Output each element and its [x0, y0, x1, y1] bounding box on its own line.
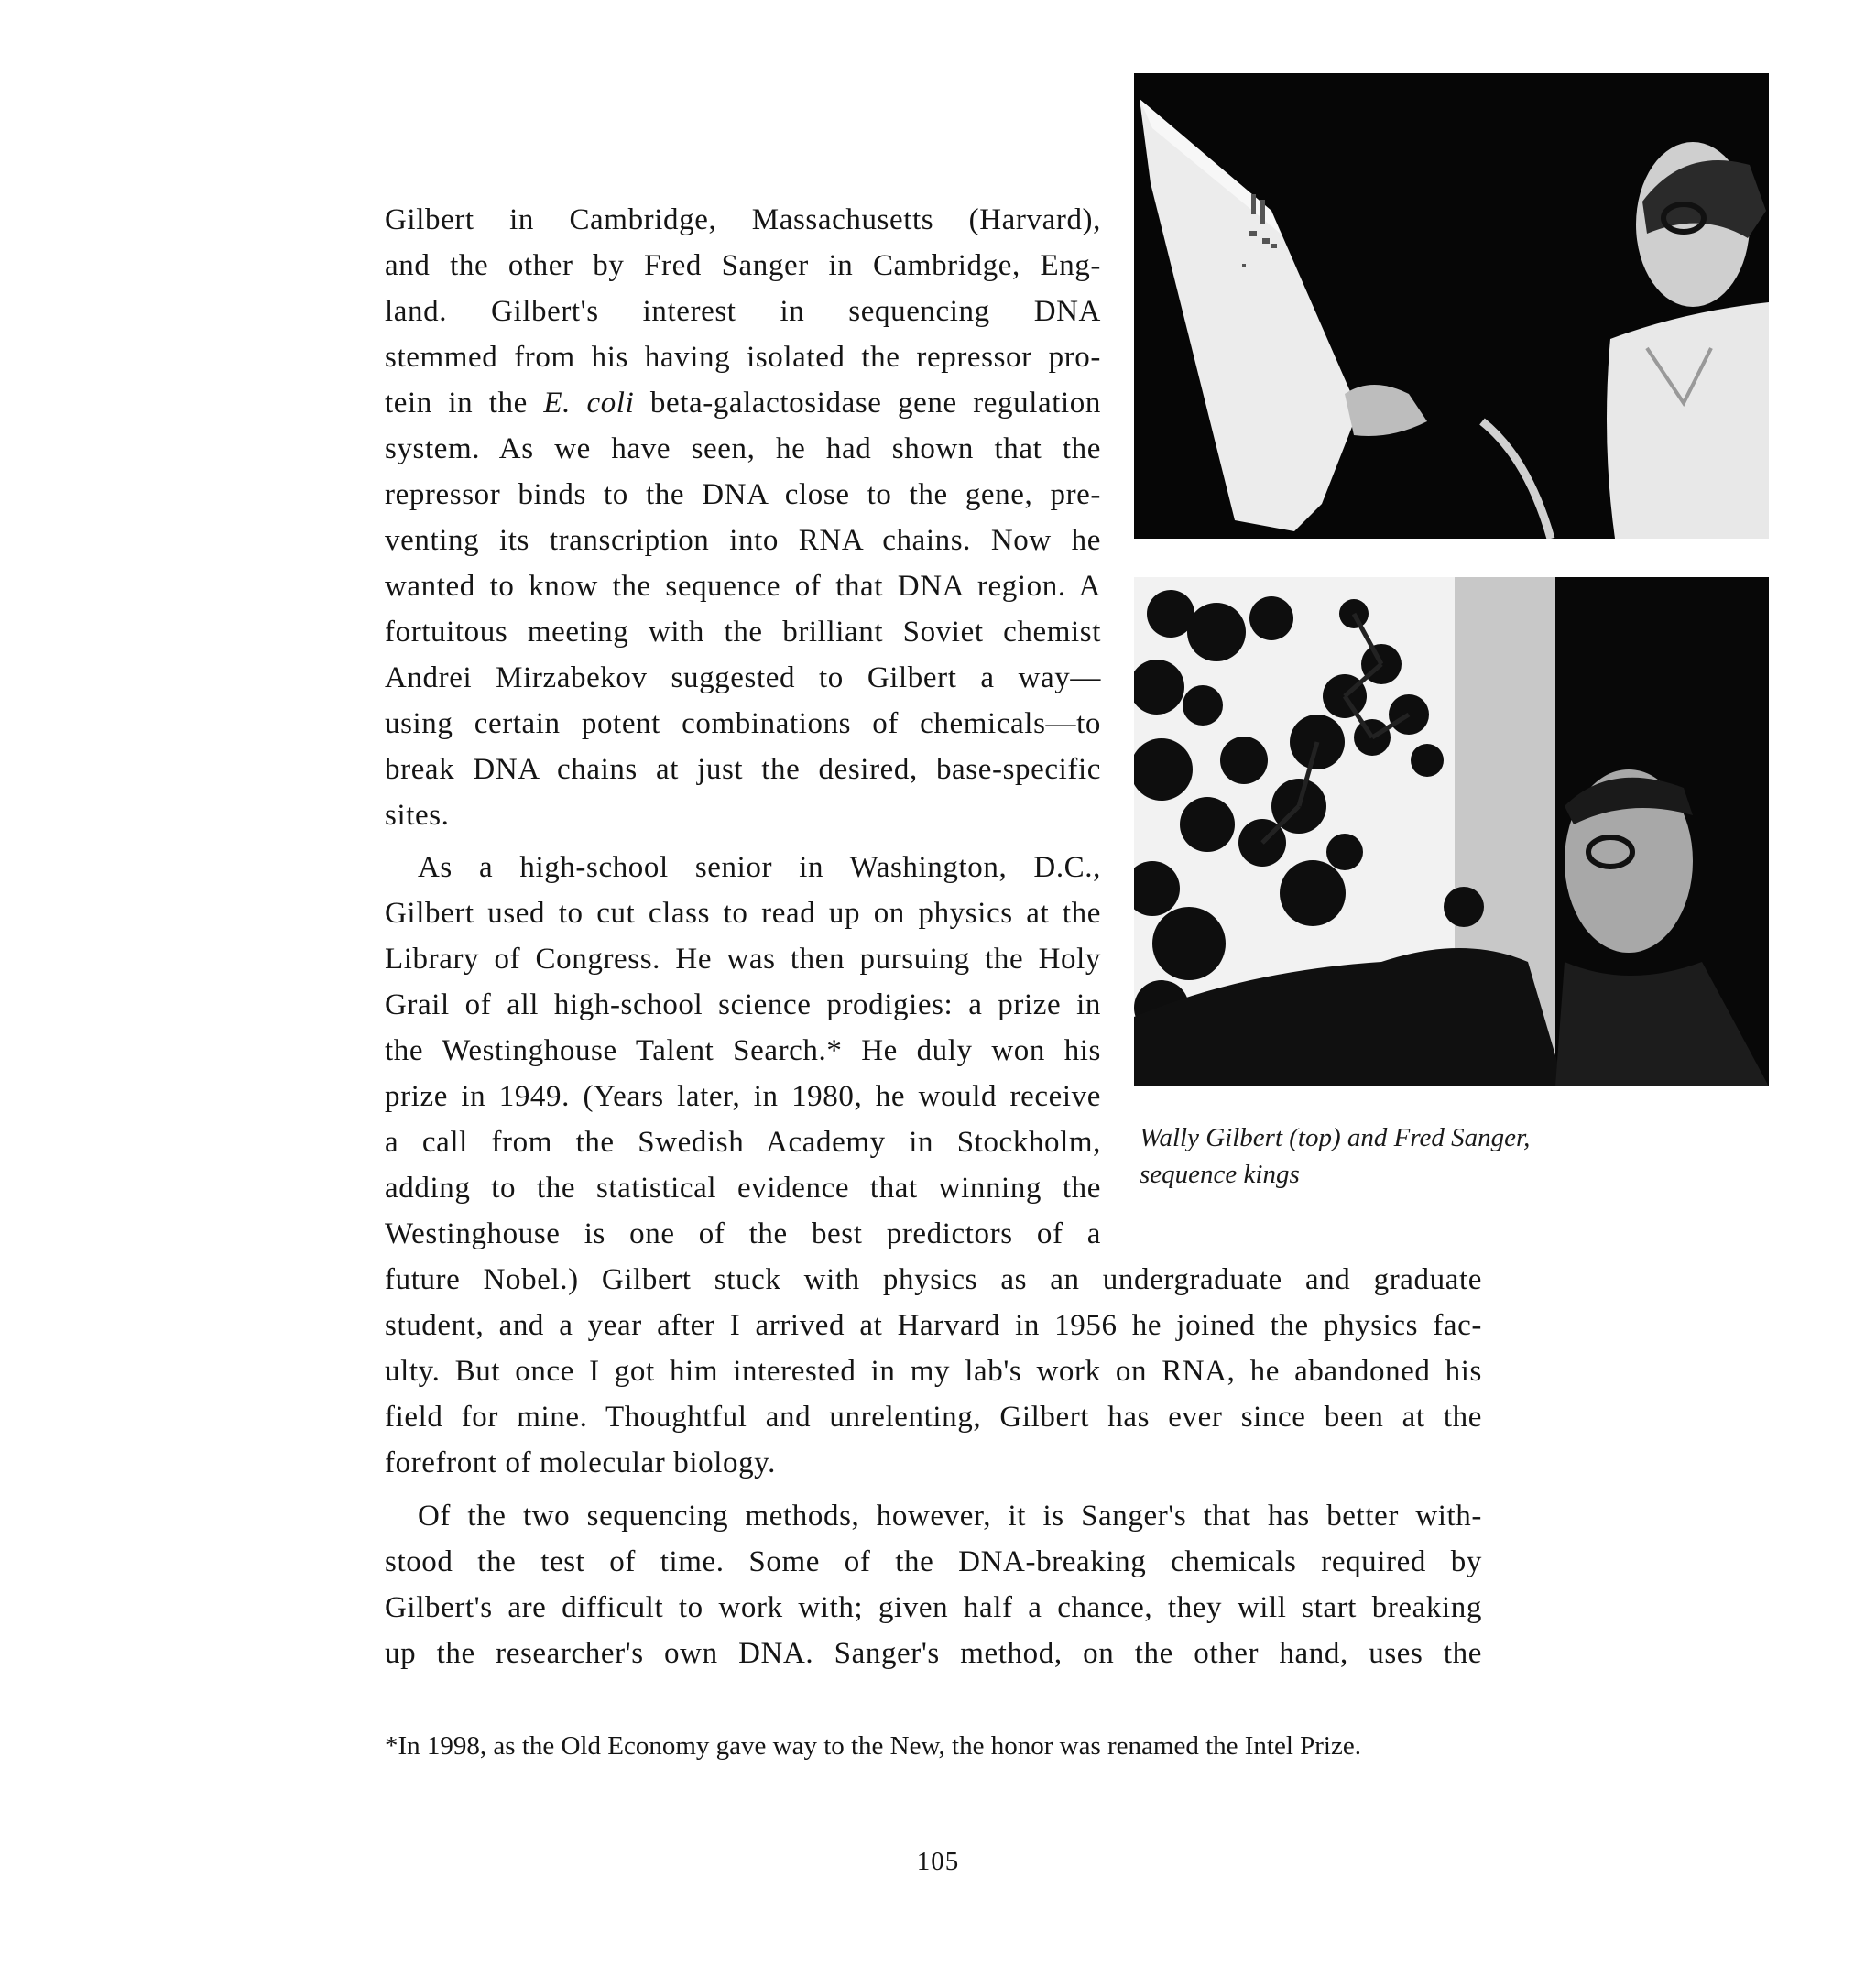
text-line: stemmed from his having isolated the repressor pro- [385, 341, 1101, 374]
text-line: student, and a year after I arrived at Harvard in 1956 he joined the physics fac- [385, 1309, 1482, 1342]
text-line: a call from the Swedish Academy in Stockholm, [385, 1126, 1101, 1159]
photo-wally-gilbert [1134, 73, 1769, 539]
caption-line: sequence kings [1140, 1160, 1300, 1189]
text-line: Andrei Mirzabekov suggested to Gilbert a way— [385, 661, 1101, 694]
gilbert-photo-graphic [1134, 73, 1769, 539]
text-line: repressor binds to the DNA close to the gene, pre- [385, 478, 1101, 511]
text-line: Gilbert used to cut class to read up on physics at the [385, 897, 1101, 930]
text-line: using certain potent combinations of chemicals—to [385, 707, 1101, 740]
text-line: stood the test of time. Some of the DNA-breaking chemicals required by [385, 1545, 1482, 1578]
text-line: prize in 1949. (Years later, in 1980, he would receive [385, 1080, 1101, 1113]
photo-fred-sanger [1134, 577, 1769, 1086]
species-name: E. coli [543, 387, 635, 420]
text-line [385, 380, 1101, 426]
text-line: venting its transcription into RNA chains. Now he [385, 524, 1101, 557]
page-number: 105 [916, 1847, 960, 1876]
text-line: up the researcher's own DNA. Sanger's method, on the other hand, uses the [385, 1637, 1482, 1670]
text-line: the Westinghouse Talent Search.* He duly won his [385, 1034, 1101, 1067]
text-line: wanted to know the sequence of that DNA region. A [385, 570, 1101, 603]
text-fragment: tein in the [385, 387, 544, 420]
text-line: ulty. But once I got him interested in my lab's work on RNA, he abandoned his [385, 1355, 1482, 1388]
text-line: land. Gilbert's interest in sequencing DNA [385, 295, 1101, 328]
text-line: Library of Congress. He was then pursuing the Holy [385, 943, 1101, 976]
text-line: sites. [385, 799, 450, 832]
text-line: fortuitous meeting with the brilliant Soviet chemist [385, 616, 1101, 649]
caption-line: Wally Gilbert (top) and Fred Sanger, [1140, 1123, 1531, 1152]
text-line: As a high-school senior in Washington, D.C., [418, 851, 1101, 884]
text-line: Gilbert's are difficult to work with; given half a chance, they will start breaking [385, 1591, 1482, 1624]
text-line: Gilbert in Cambridge, Massachusetts (Harvard), [385, 203, 1101, 236]
text-line: future Nobel.) Gilbert stuck with physics as an undergraduate and graduate [385, 1263, 1482, 1296]
sanger-photo-graphic [1134, 577, 1769, 1086]
text-line: Of the two sequencing methods, however, it is Sanger's that has better with- [418, 1500, 1482, 1533]
text-line: system. As we have seen, he had shown that the [385, 432, 1101, 465]
text-fragment: beta-galactosidase gene regulation [634, 387, 1102, 420]
text-line: Grail of all high-school science prodigies: a prize in [385, 988, 1101, 1021]
text-line: adding to the statistical evidence that winning the [385, 1172, 1101, 1205]
text-line: forefront of molecular biology. [385, 1446, 776, 1479]
text-line: field for mine. Thoughtful and unrelenting, Gilbert has ever since been at the [385, 1401, 1482, 1434]
text-line: Westinghouse is one of the best predictors of a [385, 1217, 1101, 1250]
footnote: *In 1998, as the Old Economy gave way to the New, the honor was renamed the Intel Prize. [385, 1731, 1361, 1761]
photo-caption [1140, 1119, 1616, 1193]
text-line: and the other by Fred Sanger in Cambridge, Eng- [385, 249, 1101, 282]
text-line: break DNA chains at just the desired, base-specific [385, 753, 1101, 786]
